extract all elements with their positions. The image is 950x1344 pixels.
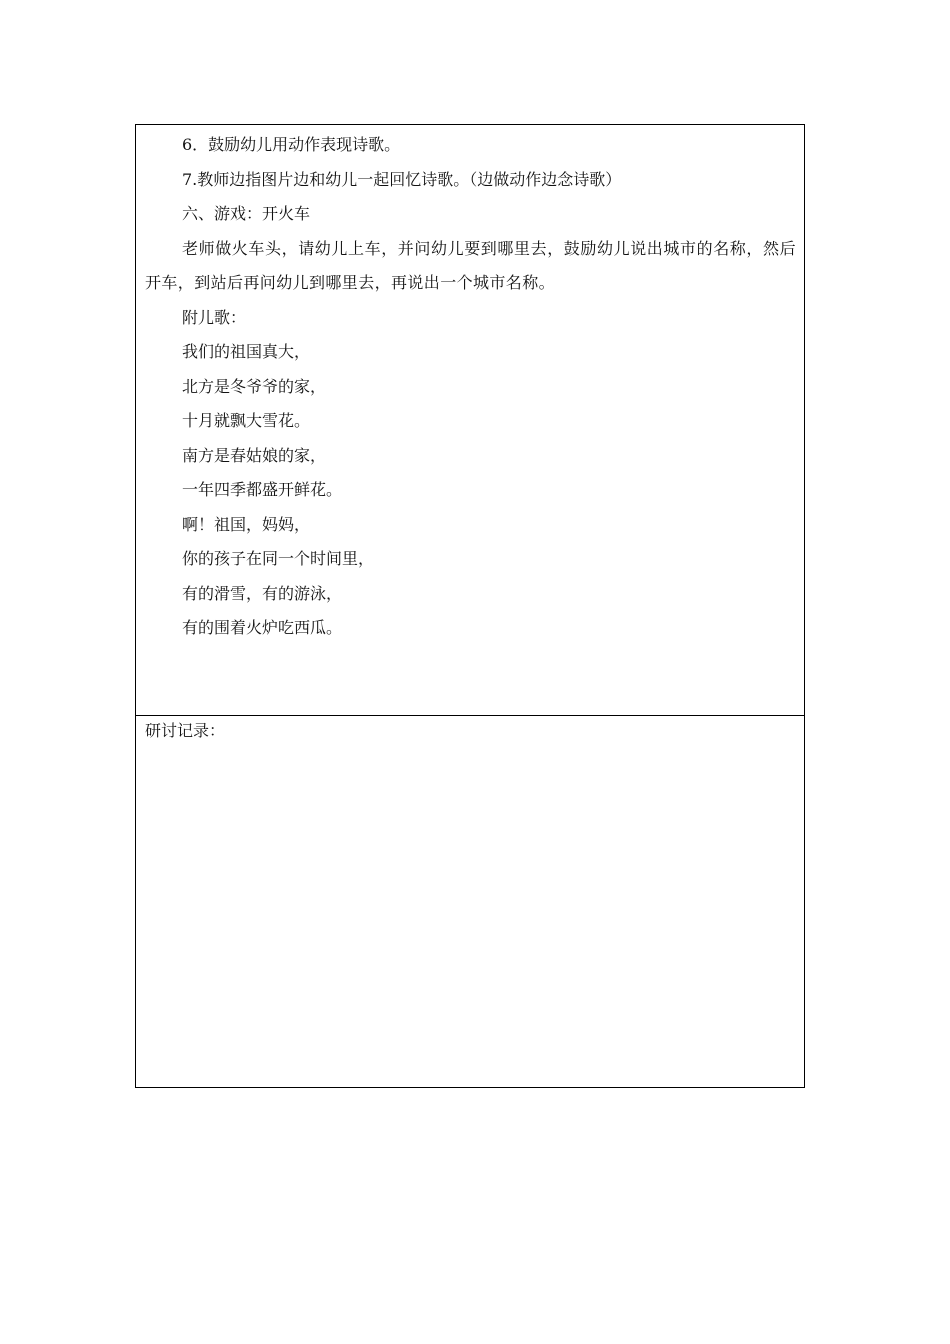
song-line: 北方是冬爷爷的家， bbox=[182, 376, 327, 396]
song-line: 一年四季都盛开鲜花。 bbox=[182, 480, 343, 499]
game-heading: 六、游戏：开火车 bbox=[182, 204, 311, 223]
song-line: 我们的祖国真大， bbox=[182, 342, 311, 361]
activity-cell bbox=[136, 125, 804, 716]
game-description: 老师做火车头，请幼儿上车，并问幼儿要到哪里去，鼓励幼儿说出城市的名称，然后开车，到站后再问幼儿到哪里去，再说出一个城市名称。 bbox=[145, 238, 796, 292]
song-line: 有的围着火炉吃西瓜。 bbox=[182, 618, 343, 637]
song-heading: 附儿歌： bbox=[182, 307, 247, 327]
discussion-record-label: 研讨记录： bbox=[145, 721, 226, 740]
song-line: 有的滑雪，有的游泳， bbox=[182, 583, 343, 603]
song-line: 南方是春姑娘的家， bbox=[182, 445, 327, 465]
song-line: 十月就飘大雪花。 bbox=[182, 411, 311, 430]
song-line: 你的孩子在同一个时间里， bbox=[182, 549, 375, 568]
step-6: 6．鼓励幼儿用动作表现诗歌。 bbox=[182, 135, 401, 154]
song-line: 啊！祖国，妈妈， bbox=[182, 514, 311, 534]
lesson-plan-table bbox=[135, 124, 805, 1088]
discussion-record-cell bbox=[136, 716, 804, 1087]
step-7: 7.教师边指图片边和幼儿一起回忆诗歌。（边做动作边念诗歌） bbox=[182, 169, 622, 189]
